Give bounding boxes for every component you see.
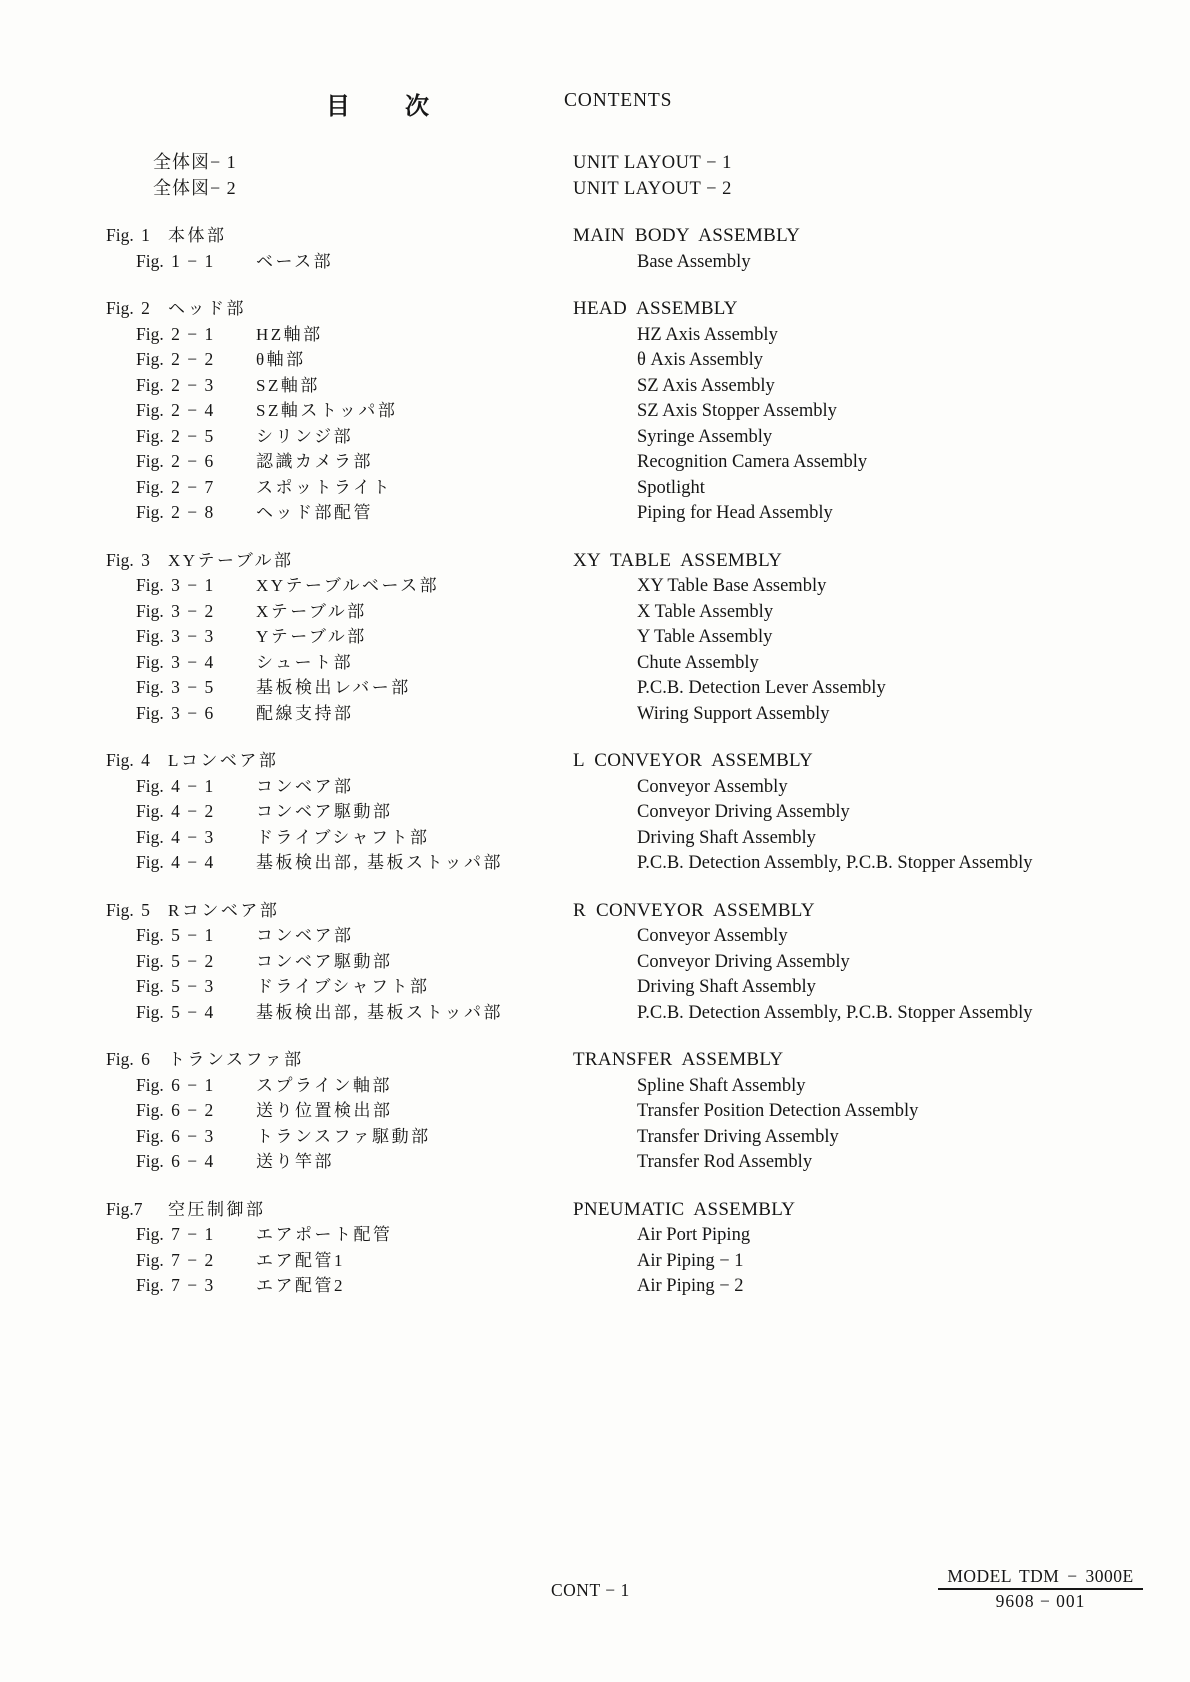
prelim-title-jp: 全体図− 1 xyxy=(153,152,237,172)
item-title-en: P.C.B. Detection Assembly, P.C.B. Stopper Assembly xyxy=(637,1002,1033,1023)
toc-section-items xyxy=(106,923,1156,1025)
page-title-japanese xyxy=(326,86,430,121)
figure-label: Fig.7 xyxy=(106,1198,143,1219)
toc-sections xyxy=(106,223,1156,1299)
toc-section xyxy=(106,1197,1156,1299)
toc-section xyxy=(106,1047,1156,1175)
section-title-jp: XYテーブル部 xyxy=(168,550,294,570)
page-title-english: CONTENTS xyxy=(564,90,673,111)
toc-item-row xyxy=(106,347,1156,373)
figure-sublabel: Fig. 3 − 2 xyxy=(136,600,214,621)
section-title-jp: 空圧制御部 xyxy=(168,1199,266,1219)
figure-sublabel: Fig. 2 − 1 xyxy=(136,323,214,344)
figure-label: Fig. 6 xyxy=(106,1049,150,1069)
toc-item-row xyxy=(106,1124,1156,1150)
item-title-jp: コンベア部 xyxy=(256,926,354,945)
item-title-en: P.C.B. Detection Assembly, P.C.B. Stopper Assembly xyxy=(637,853,1033,873)
item-title-jp: シュート部 xyxy=(256,652,354,672)
section-title-jp: ヘッド部 xyxy=(168,299,246,318)
item-title-jp: 認識カメラ部 xyxy=(256,452,373,471)
item-title-jp: ドライブシャフト部 xyxy=(256,827,430,847)
item-title-jp: SZ軸部 xyxy=(256,375,320,395)
model-block xyxy=(938,1566,1143,1612)
figure-sublabel: Fig. 6 − 3 xyxy=(136,1125,214,1146)
item-title-en: Driving Shaft Assembly xyxy=(637,827,816,848)
item-title-en: Piping for Head Assembly xyxy=(637,503,833,523)
figure-sublabel: Fig. 7 − 1 xyxy=(136,1224,214,1244)
toc-section-items xyxy=(106,1073,1156,1175)
item-title-jp: SZ軸ストッパ部 xyxy=(256,401,398,420)
item-title-en: Base Assembly xyxy=(637,251,751,272)
item-title-jp: ヘッド部配管 xyxy=(256,503,373,522)
page-number: CONT − 1 xyxy=(551,1580,630,1600)
toc-item-row xyxy=(106,701,1156,727)
section-title-jp: Rコンベア部 xyxy=(168,900,280,920)
toc-item-row xyxy=(106,449,1156,475)
figure-sublabel: Fig. 4 − 4 xyxy=(136,852,214,872)
section-title-jp: トランスファ部 xyxy=(168,1050,304,1069)
item-title-en: Spotlight xyxy=(637,477,705,498)
item-title-en: Air Piping − 2 xyxy=(637,1276,744,1296)
toc-section-row xyxy=(106,548,1156,574)
item-title-jp: Yテーブル部 xyxy=(256,627,367,646)
toc-item-row xyxy=(106,1000,1156,1026)
figure-sublabel: Fig. 3 − 3 xyxy=(136,626,214,646)
figure-label: Fig. 5 xyxy=(106,899,150,920)
toc-section-items xyxy=(106,322,1156,526)
item-title-jp: エアポート配管 xyxy=(256,1225,393,1244)
item-title-en: Conveyor Driving Assembly xyxy=(637,802,850,822)
item-title-jp: 送り位置検出部 xyxy=(256,1101,393,1120)
toc-section-row xyxy=(106,748,1156,774)
figure-sublabel: Fig. 3 − 5 xyxy=(136,677,214,697)
table-of-contents xyxy=(106,150,1156,1299)
figure-sublabel: Fig. 5 − 2 xyxy=(136,950,214,971)
toc-section-row xyxy=(106,1197,1156,1223)
item-title-en: Recognition Camera Assembly xyxy=(637,452,868,472)
figure-sublabel: Fig. 1 − 1 xyxy=(136,250,214,271)
toc-item-row xyxy=(106,398,1156,424)
item-title-jp: Xテーブル部 xyxy=(256,601,367,621)
item-title-en: Conveyor Driving Assembly xyxy=(637,951,850,972)
section-title-jp: Lコンベア部 xyxy=(168,751,279,770)
prelim-title-en: UNIT LAYOUT − 2 xyxy=(573,178,732,199)
figure-sublabel: Fig. 3 − 1 xyxy=(136,575,214,595)
toc-item-row xyxy=(106,624,1156,650)
figure-sublabel: Fig. 7 − 3 xyxy=(136,1275,214,1295)
model-number: MODEL TDM − 3000E xyxy=(938,1566,1143,1590)
item-title-jp: トランスファ駆動部 xyxy=(256,1126,431,1146)
item-title-en: Transfer Rod Assembly xyxy=(637,1152,813,1172)
item-title-jp: 送り竿部 xyxy=(256,1152,334,1171)
item-title-jp: コンベア駆動部 xyxy=(256,802,393,821)
section-title-jp: 本体部 xyxy=(168,226,227,245)
item-title-en: Transfer Position Detection Assembly xyxy=(637,1101,919,1121)
toc-section-row xyxy=(106,1047,1156,1073)
figure-sublabel: Fig. 3 − 4 xyxy=(136,651,214,672)
prelim-title-en: UNIT LAYOUT − 1 xyxy=(573,153,732,173)
item-title-en: Conveyor Assembly xyxy=(637,926,788,946)
item-title-en: Air Port Piping xyxy=(637,1225,751,1245)
item-title-jp: HZ軸部 xyxy=(256,324,323,344)
prelim-title-jp: 全体図− 2 xyxy=(153,177,237,198)
toc-section xyxy=(106,898,1156,1026)
toc-prelim xyxy=(106,150,1156,201)
item-title-jp: エア配管2 xyxy=(256,1276,345,1295)
toc-item-row xyxy=(106,675,1156,701)
figure-sublabel: Fig. 7 − 2 xyxy=(136,1249,214,1270)
toc-item-row xyxy=(106,599,1156,625)
figure-label: Fig. 3 xyxy=(106,549,150,570)
toc-section-row xyxy=(106,898,1156,924)
figure-label: Fig. 4 xyxy=(106,750,150,770)
item-title-en: Syringe Assembly xyxy=(637,426,773,447)
toc-item-row xyxy=(106,249,1156,275)
toc-item-row xyxy=(106,500,1156,526)
toc-section-row xyxy=(106,296,1156,322)
item-title-en: Transfer Driving Assembly xyxy=(637,1126,839,1147)
section-title-en: HEAD ASSEMBLY xyxy=(573,298,738,319)
toc-item-row xyxy=(106,799,1156,825)
figure-sublabel: Fig. 2 − 3 xyxy=(136,374,214,395)
item-title-en: X Table Assembly xyxy=(637,601,774,622)
item-title-en: SZ Axis Stopper Assembly xyxy=(637,401,837,421)
toc-section-items xyxy=(106,774,1156,876)
item-title-jp: θ軸部 xyxy=(256,350,306,369)
item-title-jp: 配線支持部 xyxy=(256,703,354,723)
item-title-jp: ベース部 xyxy=(256,251,334,271)
toc-item-row xyxy=(106,1273,1156,1299)
title-jp-char-2: 次 xyxy=(405,94,430,120)
toc-section xyxy=(106,548,1156,727)
section-title-en: PNEUMATIC ASSEMBLY xyxy=(573,1198,796,1220)
title-jp-char-1: 目 xyxy=(326,94,351,120)
toc-section xyxy=(106,296,1156,526)
item-title-jp: シリンジ部 xyxy=(256,426,354,446)
toc-section-items xyxy=(106,1222,1156,1299)
toc-prelim-row xyxy=(106,176,1156,202)
figure-sublabel: Fig. 5 − 1 xyxy=(136,925,214,945)
toc-item-row xyxy=(106,1149,1156,1175)
item-title-jp: XYテーブルベース部 xyxy=(256,576,440,595)
item-title-en: Air Piping − 1 xyxy=(637,1250,744,1271)
item-title-jp: コンベア部 xyxy=(256,776,354,796)
figure-label: Fig. 2 xyxy=(106,298,150,318)
section-title-en: MAIN BODY ASSEMBLY xyxy=(573,225,801,246)
figure-sublabel: Fig. 4 − 1 xyxy=(136,775,214,796)
section-title-en: L CONVEYOR ASSEMBLY xyxy=(573,750,814,771)
item-title-en: HZ Axis Assembly xyxy=(637,324,778,345)
item-title-en: Conveyor Assembly xyxy=(637,776,788,797)
toc-item-row xyxy=(106,322,1156,348)
toc-item-row xyxy=(106,774,1156,800)
item-title-jp: エア配管1 xyxy=(256,1250,345,1270)
toc-item-row xyxy=(106,825,1156,851)
toc-item-row xyxy=(106,1098,1156,1124)
item-title-en: Y Table Assembly xyxy=(637,627,773,647)
item-title-en: Driving Shaft Assembly xyxy=(637,977,816,997)
section-title-en: TRANSFER ASSEMBLY xyxy=(573,1049,784,1070)
figure-sublabel: Fig. 6 − 1 xyxy=(136,1074,214,1095)
item-title-jp: 基板検出部, 基板ストッパ部 xyxy=(256,1002,503,1022)
figure-sublabel: Fig. 4 − 3 xyxy=(136,826,214,847)
toc-item-row xyxy=(106,974,1156,1000)
toc-item-row xyxy=(106,573,1156,599)
item-title-jp: 基板検出部, 基板ストッパ部 xyxy=(256,853,503,872)
item-title-jp: ドライブシャフト部 xyxy=(256,977,430,996)
item-title-jp: スプライン軸部 xyxy=(256,1075,392,1095)
toc-section xyxy=(106,223,1156,274)
figure-sublabel: Fig. 6 − 4 xyxy=(136,1151,214,1171)
toc-section xyxy=(106,748,1156,876)
figure-sublabel: Fig. 2 − 2 xyxy=(136,349,214,369)
toc-section-items xyxy=(106,249,1156,275)
section-title-en: XY TABLE ASSEMBLY xyxy=(573,549,783,571)
figure-sublabel: Fig. 2 − 7 xyxy=(136,476,214,497)
toc-item-row xyxy=(106,1073,1156,1099)
figure-sublabel: Fig. 6 − 2 xyxy=(136,1100,214,1120)
toc-item-row xyxy=(106,475,1156,501)
toc-item-row xyxy=(106,424,1156,450)
item-title-en: P.C.B. Detection Lever Assembly xyxy=(637,678,886,698)
figure-sublabel: Fig. 2 − 5 xyxy=(136,425,214,446)
toc-item-row xyxy=(106,1222,1156,1248)
document-number: 9608 − 001 xyxy=(995,1591,1086,1611)
toc-item-row xyxy=(106,373,1156,399)
item-title-en: Spline Shaft Assembly xyxy=(637,1075,806,1096)
item-title-jp: スポットライト xyxy=(256,477,392,497)
item-title-en: θ Axis Assembly xyxy=(637,350,764,370)
toc-section-row xyxy=(106,223,1156,249)
item-title-jp: コンベア駆動部 xyxy=(256,951,393,971)
toc-prelim-row xyxy=(106,150,1156,176)
toc-item-row xyxy=(106,949,1156,975)
item-title-en: SZ Axis Assembly xyxy=(637,375,775,396)
item-title-jp: 基板検出レバー部 xyxy=(256,678,411,697)
figure-sublabel: Fig. 4 − 2 xyxy=(136,801,214,821)
toc-item-row xyxy=(106,923,1156,949)
figure-sublabel: Fig. 2 − 8 xyxy=(136,502,214,522)
figure-label: Fig. 1 xyxy=(106,225,150,245)
item-title-en: Wiring Support Assembly xyxy=(637,703,830,724)
toc-item-row xyxy=(106,1248,1156,1274)
item-title-en: Chute Assembly xyxy=(637,652,759,673)
figure-sublabel: Fig. 2 − 4 xyxy=(136,400,214,420)
toc-item-row xyxy=(106,650,1156,676)
figure-sublabel: Fig. 5 − 3 xyxy=(136,976,214,996)
toc-section-items xyxy=(106,573,1156,726)
item-title-en: XY Table Base Assembly xyxy=(637,576,827,596)
section-title-en: R CONVEYOR ASSEMBLY xyxy=(573,899,815,921)
toc-item-row xyxy=(106,850,1156,876)
figure-sublabel: Fig. 2 − 6 xyxy=(136,451,214,471)
figure-sublabel: Fig. 3 − 6 xyxy=(136,702,214,723)
figure-sublabel: Fig. 5 − 4 xyxy=(136,1001,214,1022)
